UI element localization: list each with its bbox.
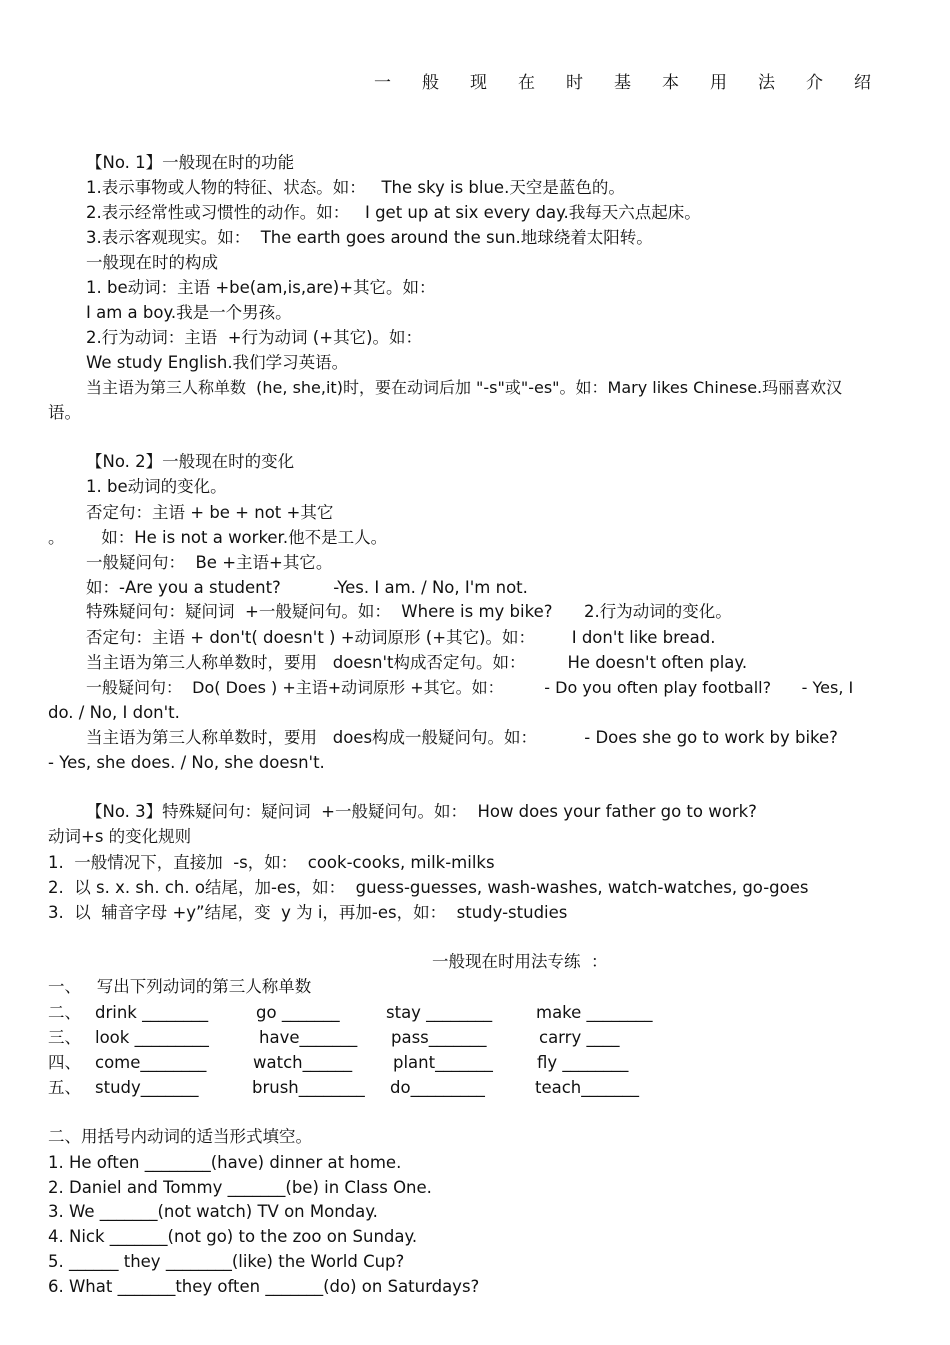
verb-blank: brush________ — [252, 1078, 365, 1097]
verb-blank: go _______ — [256, 1003, 340, 1022]
section3-line: 动词+s 的变化规则 — [48, 827, 192, 846]
verb-blank: drink ________ — [95, 1003, 209, 1022]
exercise-part1-title: 一、 写出下列动词的第三人称单数 — [48, 977, 312, 996]
section1-line: 语。 — [48, 403, 81, 422]
fill-in-item: 6. What _______they often _______(do) on Saturdays? — [48, 1277, 480, 1296]
section3-heading: 【No. 3】特殊疑问句：疑问词 +一般疑问句。如： How does your father go to work? — [86, 802, 757, 821]
verb-blank: have_______ — [259, 1028, 358, 1047]
row-number: 二、 — [48, 1003, 81, 1022]
section2-heading: 【No. 2】一般现在时的变化 — [86, 452, 295, 471]
verb-blank: fly ________ — [537, 1053, 629, 1072]
verb-blank: teach_______ — [535, 1078, 640, 1097]
section2-line: 特殊疑问句：疑问词 +一般疑问句。如： Where is my bike? 2.行为动词的变化。 — [86, 602, 732, 621]
verb-blank: pass_______ — [391, 1028, 487, 1047]
fill-in-item: 4. Nick _______(not go) to the zoo on Sunday. — [48, 1227, 418, 1246]
fill-in-item: 2. Daniel and Tommy _______(be) in Class One. — [48, 1178, 432, 1197]
section1-line: I am a boy.我是一个男孩。 — [86, 303, 292, 322]
section2-line: 如：-Are you a student? -Yes. I am. / No, I'm not. — [86, 578, 528, 597]
section2-line: do. / No, I don't. — [48, 703, 180, 722]
section1-line: 1. be动词：主语 +be(am,is,are)+其它。如： — [86, 278, 436, 297]
row-number: 三、 — [48, 1028, 81, 1047]
section2-line: - Yes, she does. / No, she doesn't. — [48, 753, 325, 772]
page-title: 一般现在时基本用法介绍 — [374, 73, 902, 93]
exercise-part2-title: 二、用括号内动词的适当形式填空。 — [48, 1127, 312, 1146]
section1-heading: 【No. 1】一般现在时的功能 — [86, 153, 295, 172]
section1-line: 3.表示客观现实。如： The earth goes around the sun.地球绕着太阳转。 — [86, 228, 653, 247]
section1-line: 2.行为动词：主语 +行为动词 (+其它)。如： — [86, 328, 423, 347]
verb-blank: stay ________ — [386, 1003, 493, 1022]
section3-line: 2. 以 s. x. sh. ch. o结尾，加-es，如： guess-guesses, wash-washes, watch-watches, go-goes — [48, 878, 809, 897]
verb-blank: study_______ — [95, 1078, 199, 1097]
section2-line: 当主语为第三人称单数时，要用 doesn't构成否定句。如： He doesn't often play. — [86, 653, 748, 672]
section3-line: 1. 一般情况下，直接加 -s，如： cook-cooks, milk-milks — [48, 853, 495, 872]
fill-in-item: 3. We _______(not watch) TV on Monday. — [48, 1202, 378, 1221]
verb-blank: come________ — [95, 1053, 207, 1072]
fill-in-item: 1. He often ________(have) dinner at home. — [48, 1153, 402, 1172]
section2-line: 否定句：主语 + be + not +其它 — [86, 503, 334, 522]
row-number: 五、 — [48, 1078, 81, 1097]
section1-line: 一般现在时的构成 — [86, 253, 218, 272]
verb-blank: plant_______ — [393, 1053, 493, 1072]
section1-line: 2.表示经常性或习惯性的动作。如： I get up at six every day.我每天六点起床。 — [86, 203, 701, 222]
section2-line: 否定句：主语 + don't( doesn't ) +动词原形 (+其它)。如： I don't like bread. — [86, 628, 716, 647]
section2-line: 一般疑问句： Be +主语+其它。 — [86, 553, 333, 572]
section2-line: 一般疑问句： Do( Does ) +主语+动词原形 +其它。如： - Do you often play football? - Yes, I — [86, 678, 854, 697]
section1-line: 1.表示事物或人物的特征、状态。如： The sky is blue.天空是蓝色的。 — [86, 178, 625, 197]
section1-line: We study English.我们学习英语。 — [86, 353, 349, 372]
verb-blank: look _________ — [95, 1028, 209, 1047]
section2-line: 1. be动词的变化。 — [86, 477, 227, 496]
verb-blank: do_________ — [390, 1078, 485, 1097]
section1-line: 当主语为第三人称单数 (he, she,it)时，要在动词后加 "-s"或"-es"。如：Mary likes Chinese.玛丽喜欢汉 — [86, 378, 843, 397]
verb-blank: watch______ — [253, 1053, 353, 1072]
section2-line: 。 如：He is not a worker.他不是工人。 — [48, 528, 388, 547]
section3-line: 3. 以 辅音字母 +y”结尾，变 y 为 i，再加-es，如： study-studies — [48, 903, 568, 922]
exercise-heading: 一般现在时用法专练 ： — [432, 952, 608, 971]
verb-blank: carry ____ — [539, 1028, 620, 1047]
fill-in-item: 5. ______ they ________(like) the World Cup? — [48, 1252, 405, 1271]
verb-blank: make ________ — [536, 1003, 653, 1022]
section2-line: 当主语为第三人称单数时，要用 does构成一般疑问句。如： - Does she go to work by bike? — [86, 728, 838, 747]
row-number: 四、 — [48, 1053, 81, 1072]
